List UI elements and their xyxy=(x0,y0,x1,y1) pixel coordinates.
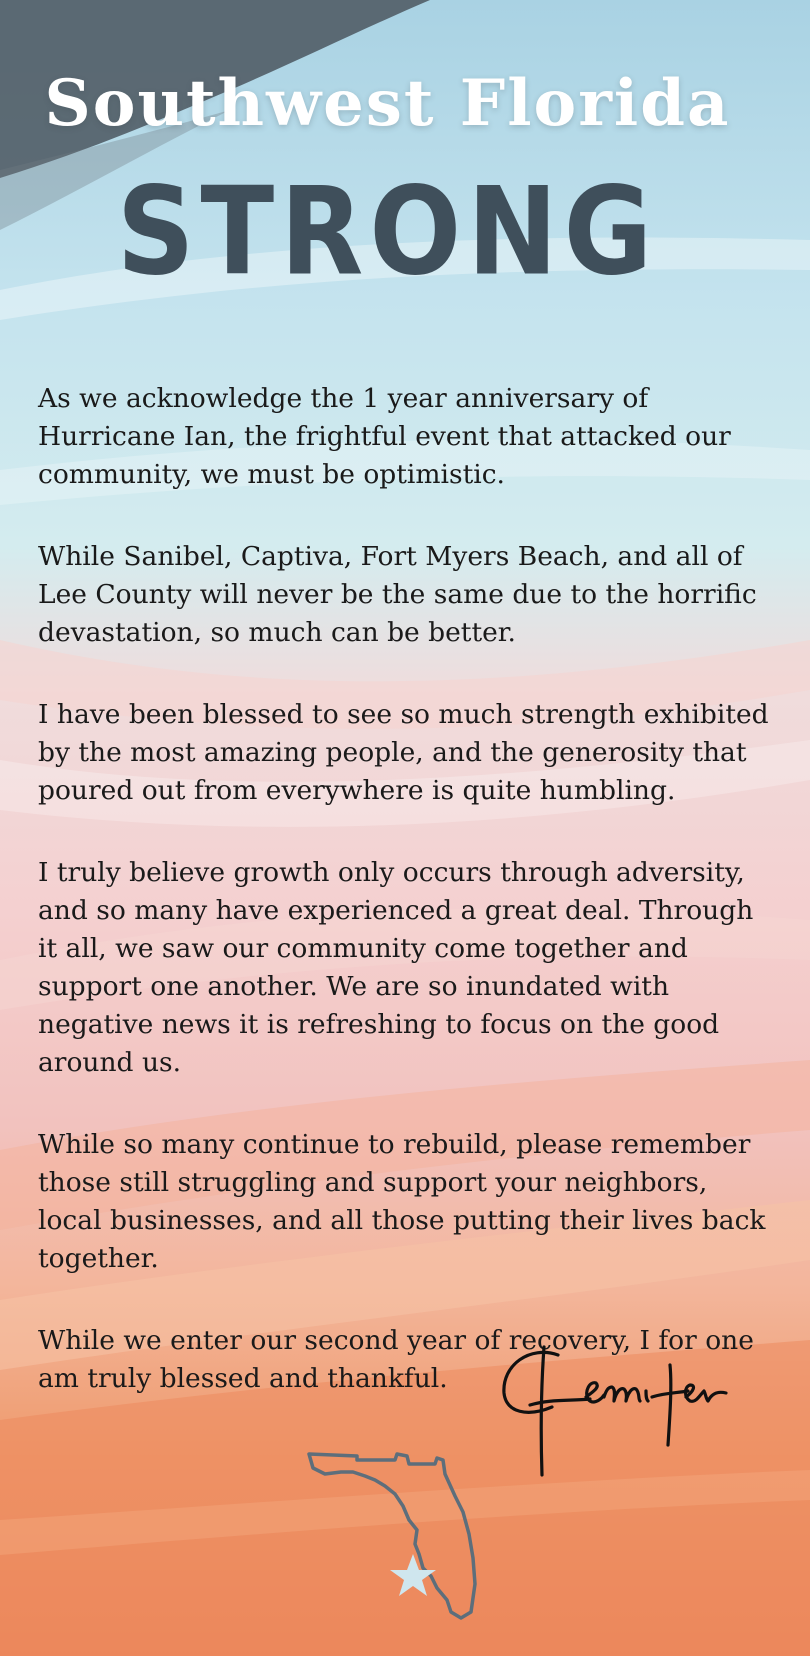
letter-paragraph: I truly believe growth only occurs through adversity, and so many have experienced a great deal. Through it all, we saw our community come together and support one another. We are so inundated with negative news it is refreshing to focus on the good around us. xyxy=(38,857,754,1078)
letter-paragraph: As we acknowledge the 1 year anniversary of Hurricane Ian, the frightful event that attacked our community, we must be optimistic. xyxy=(38,383,731,490)
page-subtitle: STRONG xyxy=(116,162,659,303)
letter-paragraph: While we enter our second year of recovery, I for one am truly blessed and thankful. xyxy=(38,1325,754,1394)
signature-icon xyxy=(500,1335,740,1485)
page-title: Southwest Florida xyxy=(44,66,731,141)
letter-paragraph: While Sanibel, Captiva, Fort Myers Beach, and all of Lee County will never be the same due to the horrific devastation, so much can be better. xyxy=(38,541,757,648)
letter-paragraph: While so many continue to rebuild, please remember those still struggling and support your neighbors, local businesses, and all those putting their lives back together. xyxy=(38,1129,766,1274)
letter-paragraph: I have been blessed to see so much strength exhibited by the most amazing people, and the generosity that poured out from everywhere is quite humbling. xyxy=(38,699,769,806)
letter-body xyxy=(38,380,778,1442)
florida-outline-icon xyxy=(305,1450,505,1620)
